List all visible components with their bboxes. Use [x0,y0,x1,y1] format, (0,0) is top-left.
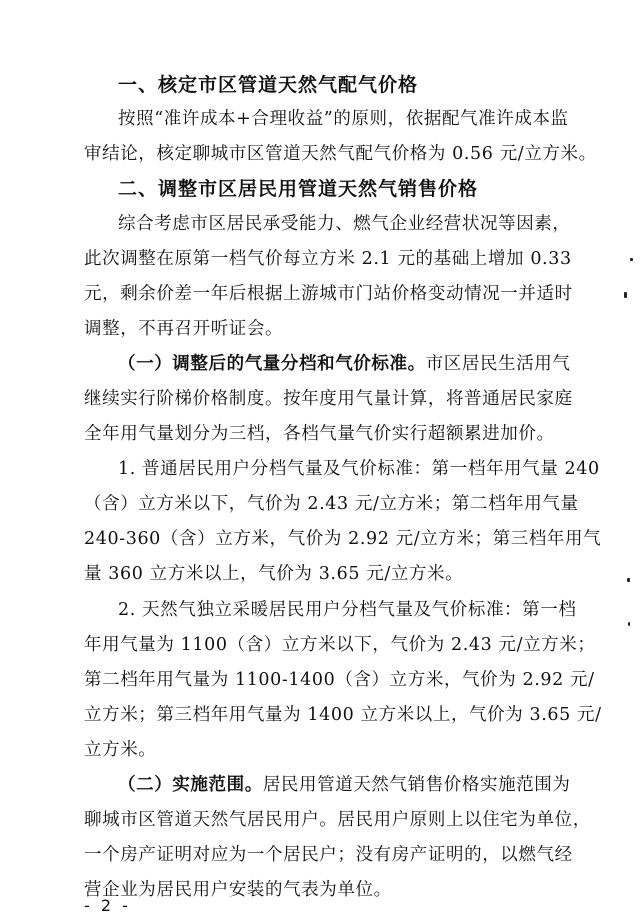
paragraph-line: 此次调整在原第一档气价每立方米 2.1 元的基础上增加 0.33 [84,249,572,269]
paragraph-line: 全年用气量划分为三档，各档气量气价实行超额累进加价。 [84,424,555,444]
scan-speck [628,622,630,626]
paragraph-line: 量 360 立方米以上，气价为 3.65 元/立方米。 [84,564,464,584]
paragraph-line: 立方米；第三档年用气量为 1400 立方米以上，气价为 3.65 元/ [84,705,602,725]
paragraph-line: 调整，不再召开听证会。 [84,319,284,339]
scan-speck [630,258,633,261]
section-label: （一）调整后的气量分档和气价标准。 [118,354,426,374]
paragraph-line [118,350,571,375]
paragraph-line: 按照“准许成本+合理收益”的原则，依据配气准许成本监 [118,109,569,129]
heading-1: 一、核定市区管道天然气配气价格 [118,74,419,96]
paragraph-line: 年用气量为 1100（含）立方米以下，气价为 2.43 元/立方米； [84,635,596,655]
section-label: （二）实施范围。 [118,775,263,795]
paragraph-line: 立方米。 [84,740,157,760]
paragraph-line: 综合考虑市区居民承受能力、燃气企业经营状况等因素， [118,214,571,234]
paragraph-line: 2. 天然气独立采暖居民用户分档气量及气价标准：第一档 [118,600,577,620]
page-number: - 2 - [84,896,131,915]
paragraph-line: （含）立方米以下，气价为 2.43 元/立方米；第二档年用气量 [84,494,579,514]
paragraph-line: 一个房产证明对应为一个居民户；没有房产证明的，以燃气经 [84,845,573,865]
paragraph-text: 居民用管道天然气销售价格实施范围为 [262,775,571,795]
paragraph-line: 第二档年用气量为 1100-1400（含）立方米，气价为 2.92 元/ [84,670,595,690]
scan-speck [624,292,627,298]
paragraph-line: 1. 普通居民用户分档气量及气价标准：第一档年用气量 240 [118,459,600,479]
heading-2: 二、调整市区居民用管道天然气销售价格 [118,178,479,200]
paragraph-line: 聊城市区管道天然气居民用户。居民用户原则上以住宅为单位， [84,810,591,830]
paragraph-text: 市区居民生活用气 [425,354,571,374]
paragraph-line [118,771,571,796]
paragraph-line: 继续实行阶梯价格制度。按年度用气量计算，将普通居民家庭 [84,389,573,409]
paragraph-line: 审结论，核定聊城市区管道天然气配气价格为 0.56 元/立方米。 [84,144,597,164]
paragraph-line: 240-360（含）立方米，气价为 2.92 元/立方米；第三档年用气 [84,529,602,549]
paragraph-line: 元，剩余价差一年后根据上游城市门站价格变动情况一并适时 [84,284,573,304]
scan-speck [627,578,630,582]
paragraph-line: 营企业为居民用户安装的气表为单位。 [84,880,392,900]
